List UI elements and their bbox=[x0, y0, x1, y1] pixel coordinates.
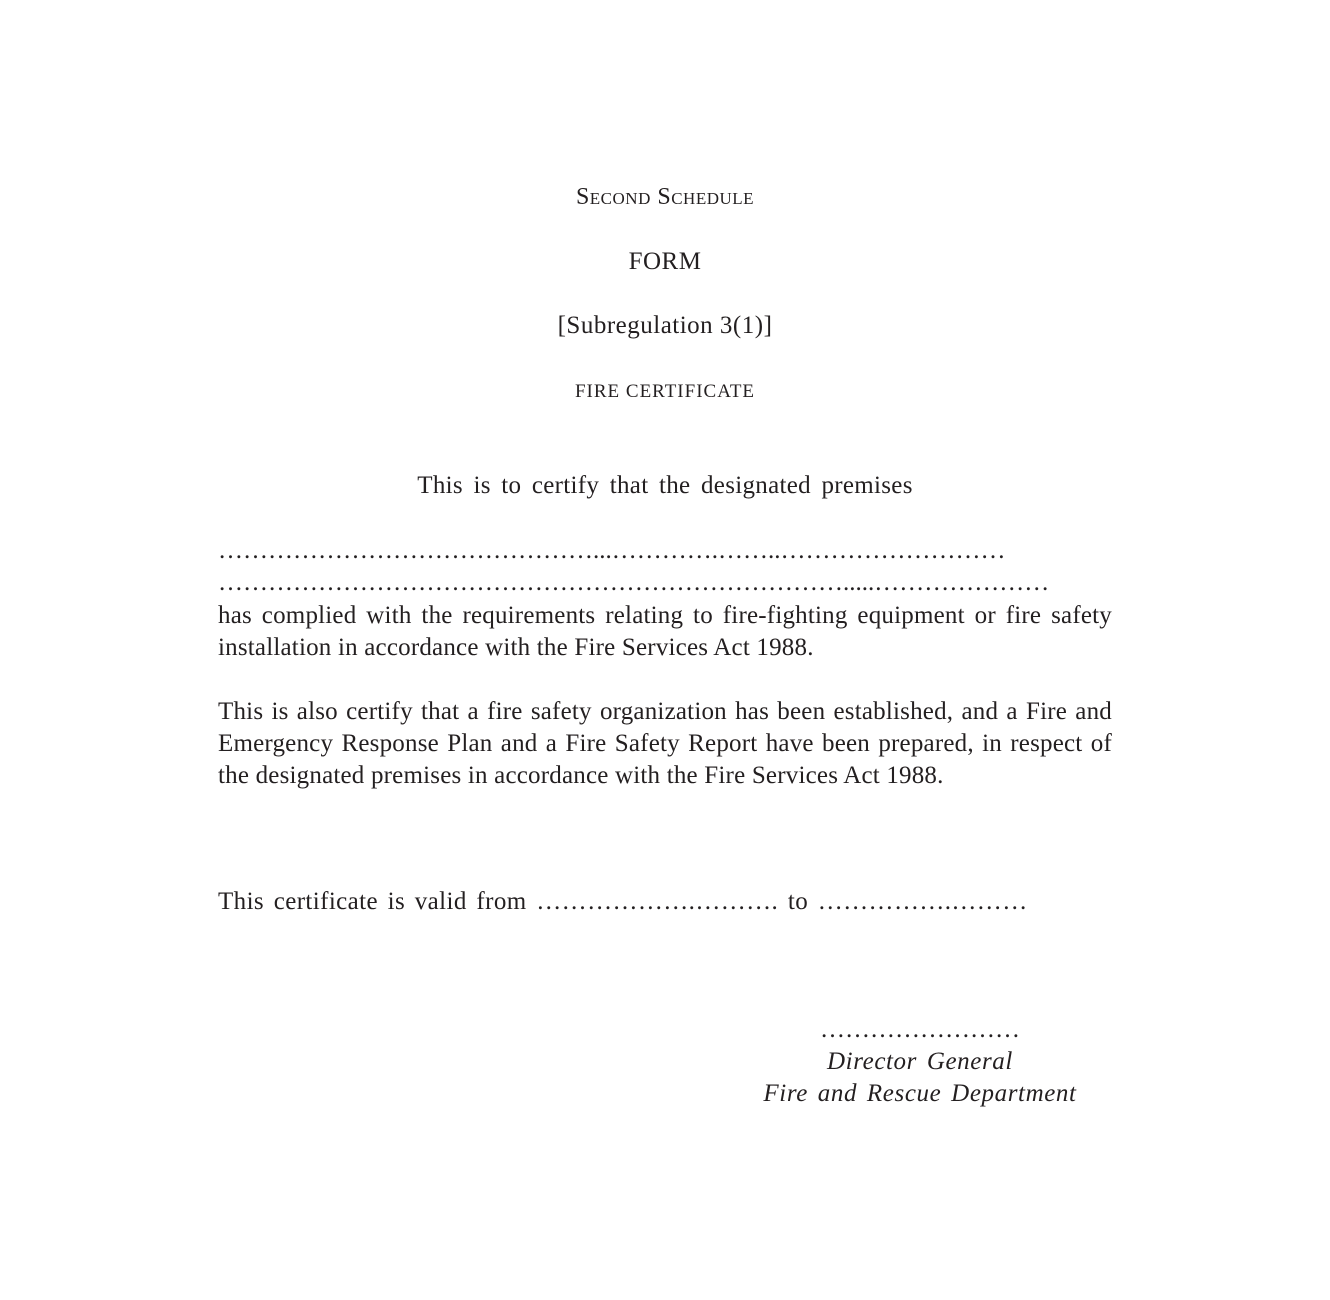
intro-text: This is to certify that the designated premises bbox=[417, 472, 913, 499]
premises-blank-line-2: ………………………………………………………………….....………………… bbox=[218, 569, 1050, 596]
signatory-title: Director General bbox=[827, 1048, 1013, 1075]
compliance-paragraph: has complied with the requirements relating to fire-fighting equipment or fire safety installation in accordance with the Fire Services Act 1988. bbox=[218, 602, 1112, 661]
subregulation-reference: [Subregulation 3(1)] bbox=[557, 312, 773, 339]
certificate-title: FIRE CERTIFICATE bbox=[574, 381, 756, 402]
organization-paragraph: This is also certify that a fire safety organization has been established, and a Fire and Emergency Response Plan and a Fire Safety Report have been prepared, in respect of the designated premises in accordance with the Fire Services Act 1988. bbox=[218, 698, 1112, 789]
schedule-heading: Second Schedule bbox=[575, 184, 755, 210]
premises-blank-line-1: ………………………………………...………….……..……………………… bbox=[218, 537, 1006, 564]
signatory-department: Fire and Rescue Department bbox=[763, 1080, 1077, 1107]
validity-prefix: This certificate is valid from bbox=[218, 888, 527, 915]
validity-to-word: to bbox=[787, 888, 809, 915]
validity-to-blank: …………….……… bbox=[817, 888, 1028, 915]
signature-blank: …………………… bbox=[820, 1016, 1020, 1043]
form-heading: FORM bbox=[628, 248, 702, 275]
validity-line bbox=[218, 888, 1028, 916]
validity-from-blank: ……………….………. bbox=[536, 888, 779, 915]
